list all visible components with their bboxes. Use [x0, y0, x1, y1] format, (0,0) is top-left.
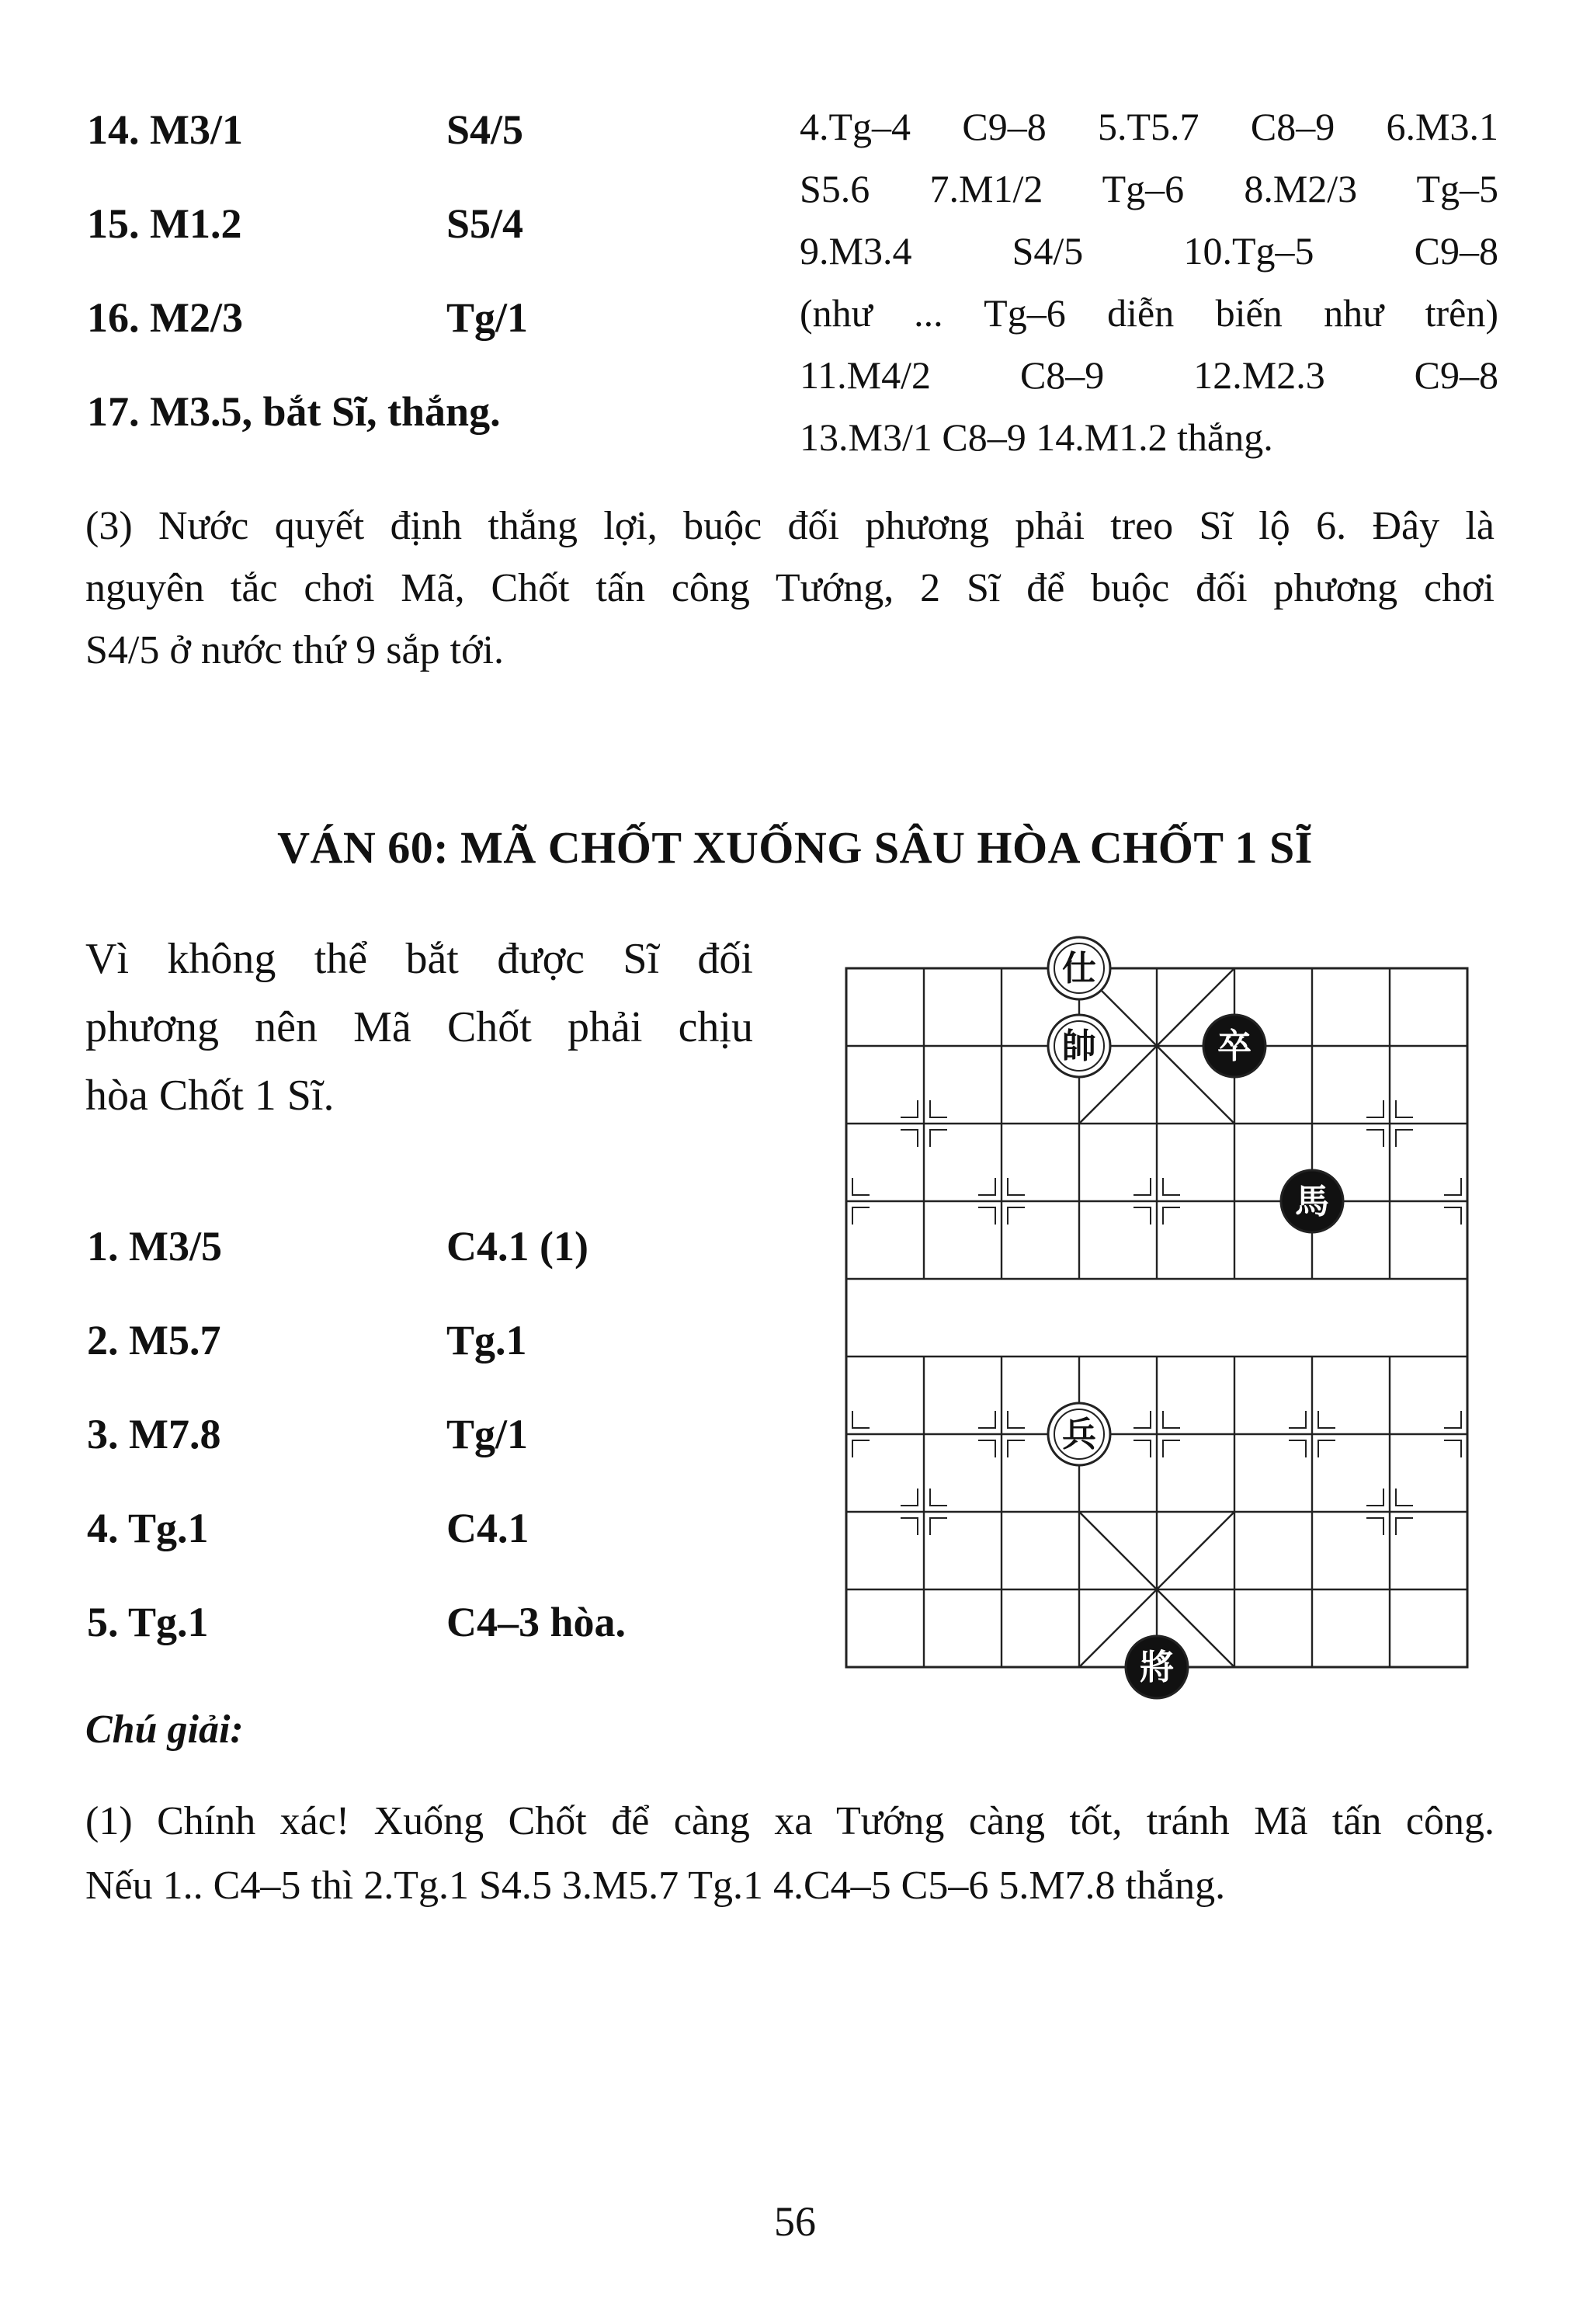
- piece-label: 兵: [1062, 1415, 1096, 1454]
- point-marker: [1318, 1411, 1335, 1428]
- variation-line: 13.M3/1 C8–9 14.M1.2 thắng.: [800, 415, 1273, 459]
- move-15-red: 15. M1.2: [87, 200, 242, 247]
- point-marker: [1444, 1440, 1461, 1457]
- piece-label: 馬: [1295, 1182, 1329, 1221]
- point-marker: [901, 1100, 918, 1117]
- point-marker: [1396, 1130, 1413, 1147]
- point-marker: [1444, 1178, 1461, 1195]
- note3-line: nguyên tắc chơi Mã, Chốt tấn công Tướng, 2 Sĩ để buộc đối phương chơi: [85, 566, 1495, 610]
- point-marker: [1008, 1207, 1025, 1225]
- point-marker: [852, 1411, 870, 1428]
- point-marker: [1163, 1207, 1180, 1225]
- game-move-5-black: C4–3 hòa.: [446, 1599, 627, 1645]
- move-14-black: S4/5: [446, 106, 524, 153]
- point-marker: [1133, 1178, 1151, 1195]
- point-marker: [1163, 1178, 1180, 1195]
- intro-line: hòa Chốt 1 Sĩ.: [85, 1072, 335, 1120]
- point-marker: [1444, 1411, 1461, 1428]
- variation-line: 9.M3.4 S4/5 10.Tg–5 C9–8: [800, 229, 1498, 273]
- point-marker: [1133, 1207, 1151, 1225]
- point-marker: [1318, 1440, 1335, 1457]
- move-14-red: 14. M3/1: [87, 106, 243, 153]
- point-marker: [1163, 1440, 1180, 1457]
- game-heading: VÁN 60: MÃ CHỐT XUỐNG SÂU HÒA CHỐT 1 SĨ: [277, 822, 1313, 873]
- point-marker: [1396, 1518, 1413, 1535]
- game-move-5-red: 5. Tg.1: [87, 1599, 209, 1645]
- variation-line: S5.6 7.M1/2 Tg–6 8.M2/3 Tg–5: [800, 167, 1498, 210]
- point-marker: [901, 1130, 918, 1147]
- piece-label: 卒: [1217, 1027, 1252, 1066]
- point-marker: [852, 1178, 870, 1195]
- point-marker: [1366, 1518, 1383, 1535]
- game-move-2-red: 2. M5.7: [87, 1317, 221, 1363]
- game-move-1-black: C4.1 (1): [446, 1223, 588, 1270]
- intro-line: phương nên Mã Chốt phải chịu: [85, 1003, 753, 1051]
- point-marker: [978, 1207, 995, 1225]
- game-move-1-red: 1. M3/5: [87, 1223, 222, 1270]
- game-move-3-black: Tg/1: [446, 1411, 529, 1457]
- variation-line: (như ... Tg–6 diễn biến như trên): [800, 291, 1498, 335]
- point-marker: [1008, 1411, 1025, 1428]
- note1-line: (1) Chính xác! Xuống Chốt để càng xa Tướng càng tốt, tránh Mã tấn công.: [85, 1799, 1495, 1843]
- game-move-4-red: 4. Tg.1: [87, 1505, 209, 1551]
- move-15-black: S5/4: [446, 200, 524, 247]
- game-move-3-red: 3. M7.8: [87, 1411, 221, 1457]
- point-marker: [901, 1489, 918, 1506]
- page-number: 56: [774, 2198, 816, 2245]
- point-marker: [978, 1440, 995, 1457]
- point-marker: [1289, 1440, 1306, 1457]
- intro-line: Vì không thể bắt được Sĩ đối: [85, 935, 753, 983]
- note3-line: S4/5 ở nước thứ 9 sắp tới.: [85, 628, 504, 672]
- point-marker: [852, 1207, 870, 1225]
- note1-line: Nếu 1.. C4–5 thì 2.Tg.1 S4.5 3.M5.7 Tg.1 4.C4–5 C5–6 5.M7.8 thắng.: [85, 1864, 1226, 1908]
- point-marker: [1133, 1411, 1151, 1428]
- point-marker: [978, 1411, 995, 1428]
- game-move-4-black: C4.1: [446, 1505, 529, 1551]
- point-marker: [901, 1518, 918, 1535]
- note3-line: (3) Nước quyết định thắng lợi, buộc đối phương phải treo Sĩ lộ 6. Đây là: [85, 504, 1495, 548]
- point-marker: [1366, 1489, 1383, 1506]
- point-marker: [1133, 1440, 1151, 1457]
- piece-label: 仕: [1062, 949, 1096, 988]
- point-marker: [852, 1440, 870, 1457]
- piece-label: 帥: [1062, 1027, 1096, 1066]
- variation-line: 11.M4/2 C8–9 12.M2.3 C9–8: [800, 353, 1498, 397]
- move-16-black: Tg/1: [446, 294, 529, 341]
- point-marker: [1396, 1100, 1413, 1117]
- point-marker: [1008, 1178, 1025, 1195]
- point-marker: [930, 1100, 947, 1117]
- point-marker: [930, 1518, 947, 1535]
- point-marker: [930, 1489, 947, 1506]
- point-marker: [1444, 1207, 1461, 1225]
- xiangqi-board: [823, 912, 1475, 1700]
- variation-line: 4.Tg–4 C9–8 5.T5.7 C8–9 6.M3.1: [800, 105, 1498, 148]
- move-16-red: 16. M2/3: [87, 294, 243, 341]
- notes-heading: Chú giải:: [85, 1707, 244, 1752]
- point-marker: [1289, 1411, 1306, 1428]
- point-marker: [1366, 1100, 1383, 1117]
- piece-label: 將: [1140, 1648, 1174, 1687]
- point-marker: [1008, 1440, 1025, 1457]
- point-marker: [1396, 1489, 1413, 1506]
- move-17-red: 17. M3.5, bắt Sĩ, thắng.: [87, 388, 501, 435]
- point-marker: [1163, 1411, 1180, 1428]
- point-marker: [1366, 1130, 1383, 1147]
- point-marker: [978, 1178, 995, 1195]
- point-marker: [930, 1130, 947, 1147]
- game-move-2-black: Tg.1: [446, 1317, 527, 1363]
